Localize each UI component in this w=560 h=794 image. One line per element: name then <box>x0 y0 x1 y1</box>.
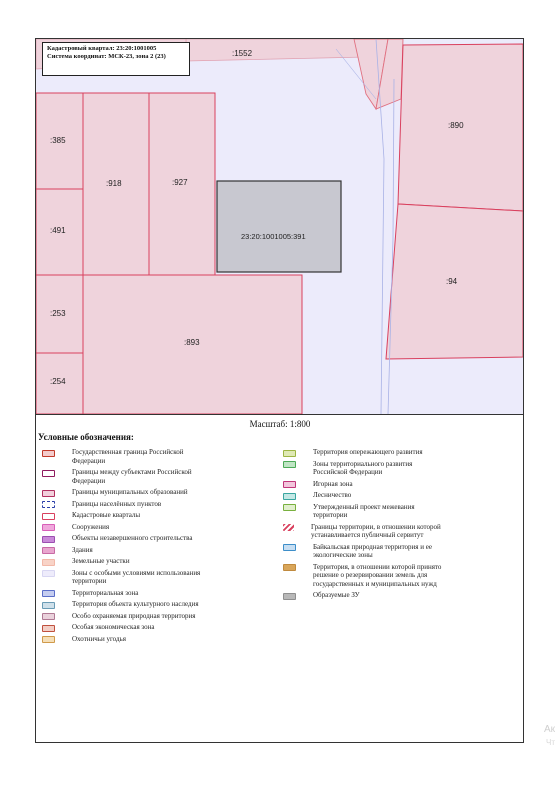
legend-item <box>42 612 252 621</box>
legend-label: Границы муниципальных образований <box>72 488 188 496</box>
legend-label: Территория, в отношении которой принято решение о резервировании земель для государственных и муниципальных нужд <box>313 562 442 588</box>
solid-border-swatch <box>283 450 296 457</box>
legend-item <box>283 543 473 560</box>
hatched-line-swatch <box>283 524 294 531</box>
solid-fill-swatch <box>283 564 296 571</box>
legend-label: Игорная зона <box>313 479 353 488</box>
parcel-label-927: :927 <box>172 178 188 187</box>
parcel-label-918: :918 <box>106 179 122 188</box>
legend-right-column <box>283 448 473 603</box>
map-scale: Масштаб: 1:800 <box>249 419 311 429</box>
solid-border-swatch <box>283 504 296 511</box>
legend-item <box>283 480 473 489</box>
legend-item <box>42 557 252 566</box>
legend-label: Границы между субъектами Российской Федерации <box>72 468 192 485</box>
solid-border-swatch <box>42 590 55 597</box>
parcel-label-94: :94 <box>446 277 458 286</box>
legend-label: Государственная граница Российской Федерации <box>72 448 184 465</box>
legend-label: Байкальская природная территория и ее экологические зоны <box>313 542 432 559</box>
parcel-label-target: 23:20:1001005:391 <box>241 232 306 241</box>
legend-label: Утвержденный проект межевания территории <box>313 502 415 519</box>
legend-item <box>42 488 252 497</box>
legend-label: Особая экономическая зона <box>72 623 155 631</box>
solid-border-swatch <box>42 625 55 632</box>
legend-item <box>42 600 252 609</box>
legend-item <box>283 591 473 600</box>
parcel-label-1552: :1552 <box>232 49 253 58</box>
solid-border-swatch <box>42 602 55 609</box>
legend-label: Территория объекта культурного наследия <box>72 600 199 608</box>
legend-item <box>42 546 252 555</box>
parcel-label-385: :385 <box>50 136 66 145</box>
solid-border-swatch <box>42 470 55 477</box>
legend-label: Территориальная зона <box>72 588 139 597</box>
cadastral-quarter-text: Кадастровый квартал: 23:20:1001005 <box>47 45 157 52</box>
solid-fill-swatch <box>42 524 55 531</box>
parcel-label-253: :253 <box>50 309 66 318</box>
legend-label: Лесничество <box>313 491 352 499</box>
legend-item <box>42 623 252 632</box>
legend-label: Здания <box>72 545 93 554</box>
legend-item <box>42 635 252 644</box>
cadastral-map[interactable] <box>36 39 523 415</box>
solid-border-swatch <box>283 481 296 488</box>
solid-fill-swatch <box>42 536 55 543</box>
legend-item <box>283 460 473 477</box>
legend-label: Сооружения <box>72 522 110 531</box>
info-box <box>42 42 190 76</box>
legend-item <box>42 511 252 520</box>
map-canvas <box>36 39 523 414</box>
solid-border-swatch <box>42 490 55 497</box>
legend-label: Зоны с особыми условиями использования территории <box>72 568 201 585</box>
legend-item <box>42 523 252 532</box>
solid-border-swatch <box>283 544 296 551</box>
legend-item <box>283 523 473 540</box>
legend-item <box>42 569 252 586</box>
watermark-line1: Ак <box>544 724 556 735</box>
legend-label: Кадастровые кварталы <box>72 511 141 519</box>
legend-left-column <box>42 448 252 646</box>
legend-item <box>42 534 252 543</box>
solid-fill-swatch <box>42 570 55 577</box>
legend-label: Земельные участки <box>72 557 130 565</box>
watermark-line2: Чт <box>546 738 555 747</box>
legend-item <box>283 448 473 457</box>
legend-title: Условные обозначения: <box>38 432 134 442</box>
dashed-border-swatch <box>42 501 55 508</box>
legend-item <box>283 563 473 589</box>
legend-item <box>42 589 252 598</box>
legend-label: Объекты незавершенного строительства <box>72 534 193 542</box>
legend-label: Охотничьи угодья <box>72 634 126 643</box>
parcel-label-893: :893 <box>184 338 200 347</box>
legend-item <box>42 448 252 465</box>
legend-label: Зоны территориального развития Российской Федерации <box>313 459 413 476</box>
solid-fill-swatch <box>42 559 55 566</box>
legend-label: Границы территории, в отношении которой устанавливается публичный сервитут <box>311 522 441 539</box>
legend-item <box>42 500 252 509</box>
solid-border-swatch <box>283 493 296 500</box>
solid-border-swatch <box>42 450 55 457</box>
solid-border-swatch <box>283 461 296 468</box>
legend-item <box>283 503 473 520</box>
legend-item <box>283 491 473 500</box>
solid-fill-swatch <box>283 593 296 600</box>
legend-label: Территория опережающего развития <box>313 448 423 456</box>
solid-border-swatch <box>42 636 55 643</box>
legend-item <box>42 468 252 485</box>
parcel-target[interactable] <box>217 181 341 272</box>
parcel-label-890: :890 <box>448 121 464 130</box>
solid-border-swatch <box>42 513 55 520</box>
parcel-1552[interactable] <box>186 39 376 61</box>
solid-border-swatch <box>42 613 55 620</box>
legend-label: Особо охраняемая природная территория <box>72 611 196 620</box>
coordinate-system-text: Система координат: МСК-23, зона 2 (23) <box>47 53 166 60</box>
parcel-label-254: :254 <box>50 377 66 386</box>
parcel-label-491: :491 <box>50 226 66 235</box>
legend-label: Образуемые ЗУ <box>313 591 360 599</box>
solid-fill-swatch <box>42 547 55 554</box>
legend-label: Границы населённых пунктов <box>72 499 162 508</box>
